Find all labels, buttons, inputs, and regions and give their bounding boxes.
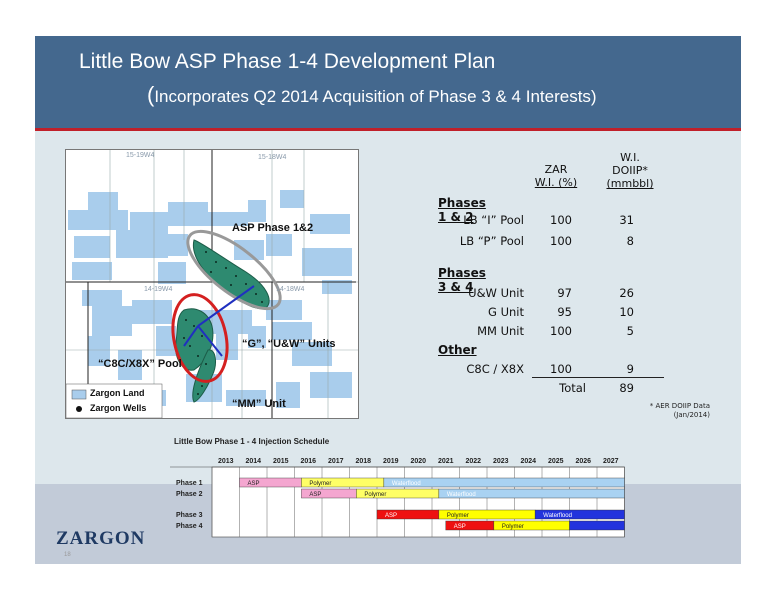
page-subtitle xyxy=(147,82,597,108)
total-rule xyxy=(532,377,664,378)
year-label: 2019 xyxy=(382,458,399,465)
row-doiip: 5 xyxy=(626,324,634,338)
footnote-date: (Jan/2014) xyxy=(673,411,710,419)
row-doiip: 10 xyxy=(619,305,634,319)
year-label: 2022 xyxy=(465,458,482,465)
legend-well-marker xyxy=(76,406,82,412)
schedule-title: Little Bow Phase 1 - 4 Injection Schedule xyxy=(174,437,330,446)
row-label: LB “I” Pool xyxy=(463,213,524,227)
year-label: 2024 xyxy=(520,458,537,465)
total-value: 89 xyxy=(619,381,634,395)
total-label: Total xyxy=(559,381,586,395)
row-label: LB “P” Pool xyxy=(459,234,524,248)
year-label: 2021 xyxy=(437,458,454,465)
subtitle-text: Incorporates Q2 2014 Acquisition of Phase 3 & 4 Interests) xyxy=(154,87,597,106)
injection-schedule-chart xyxy=(170,453,626,539)
map-canvas xyxy=(66,150,358,418)
col-header-wi-2: W.I. xyxy=(620,151,640,164)
row-doiip: 31 xyxy=(619,213,634,227)
mm-unit-label: “MM” Unit xyxy=(232,398,286,410)
col-header-mmbbl: (mmbbl) xyxy=(606,177,654,190)
g-uw-units-label: “G”, “U&W” Units xyxy=(242,338,336,350)
col-header-doiip: DOIIP* xyxy=(612,164,648,177)
legend-wells-label: Zargon Wells xyxy=(90,403,147,413)
row-wi: 100 xyxy=(550,324,572,338)
bar-label: ASP xyxy=(309,492,322,498)
phase-label: Phase 4 xyxy=(176,523,203,530)
row-doiip: 26 xyxy=(619,286,634,300)
schedule-bar xyxy=(570,521,625,530)
row-wi: 97 xyxy=(557,286,572,300)
bar-label: ASP xyxy=(385,513,398,519)
bar-label: Polymer xyxy=(309,481,332,487)
land-map xyxy=(65,149,359,419)
year-label: 2018 xyxy=(355,458,372,465)
year-label: 2015 xyxy=(272,458,289,465)
row-wi: 100 xyxy=(550,234,572,248)
row-doiip: 8 xyxy=(626,234,634,248)
page-number: 18 xyxy=(64,552,71,558)
page-title: Little Bow ASP Phase 1-4 Development Plan xyxy=(79,50,496,73)
bar-label: ASP xyxy=(453,524,466,530)
row-wi: 95 xyxy=(557,305,572,319)
year-label: 2023 xyxy=(492,458,509,465)
bar-label: Waterflood xyxy=(543,513,572,519)
phase-label: Phase 2 xyxy=(176,491,203,498)
section-header: Phases 1 & 2 xyxy=(438,196,486,224)
bar-label: Polymer xyxy=(364,492,387,498)
row-label: U&W Unit xyxy=(468,286,524,300)
township-label: 14-18W4 xyxy=(276,286,305,293)
subtitle-paren: ( xyxy=(147,82,155,107)
legend-land-swatch xyxy=(72,390,86,399)
row-label: G Unit xyxy=(488,305,524,319)
col-header-wi: W.I. (%) xyxy=(534,176,578,189)
year-label: 2014 xyxy=(245,458,262,465)
section-header: Other xyxy=(438,343,477,357)
row-label: C8C / X8X xyxy=(466,362,524,376)
footnote-source: * AER DOIIP Data xyxy=(649,402,710,410)
phase-label: Phase 3 xyxy=(176,512,203,519)
row-doiip: 9 xyxy=(626,362,634,376)
header-banner xyxy=(35,36,741,128)
legend-land-label: Zargon Land xyxy=(90,388,145,398)
zargon-logo: ZARGON xyxy=(56,528,146,549)
year-label: 2016 xyxy=(300,458,317,465)
township-label: 14-19W4 xyxy=(144,286,173,293)
year-label: 2027 xyxy=(602,458,619,465)
year-label: 2025 xyxy=(547,458,564,465)
bar-label: Waterflood xyxy=(391,481,421,487)
year-label: 2013 xyxy=(217,458,234,465)
year-label: 2026 xyxy=(575,458,592,465)
header-divider xyxy=(35,128,741,131)
bar-label: ASP xyxy=(247,481,260,487)
row-label: MM Unit xyxy=(477,324,524,338)
bar-label: Waterflood xyxy=(446,492,476,498)
row-wi: 100 xyxy=(550,362,572,376)
township-label: 15-18W4 xyxy=(258,154,287,161)
bar-label: Polymer xyxy=(501,524,524,530)
township-label: 15-19W4 xyxy=(126,152,155,159)
year-label: 2017 xyxy=(327,458,344,465)
bar-label: Polymer xyxy=(446,513,469,519)
asp-phase-1-2-label: ASP Phase 1&2 xyxy=(232,222,314,234)
year-label: 2020 xyxy=(410,458,427,465)
c8c-x8x-pool-label: “C8C/X8X” Pool xyxy=(98,358,182,370)
section-header: Phases 3 & 4 xyxy=(438,266,486,294)
phase-label: Phase 1 xyxy=(176,480,203,487)
row-wi: 100 xyxy=(550,213,572,227)
col-header-zar: ZAR xyxy=(544,163,568,176)
